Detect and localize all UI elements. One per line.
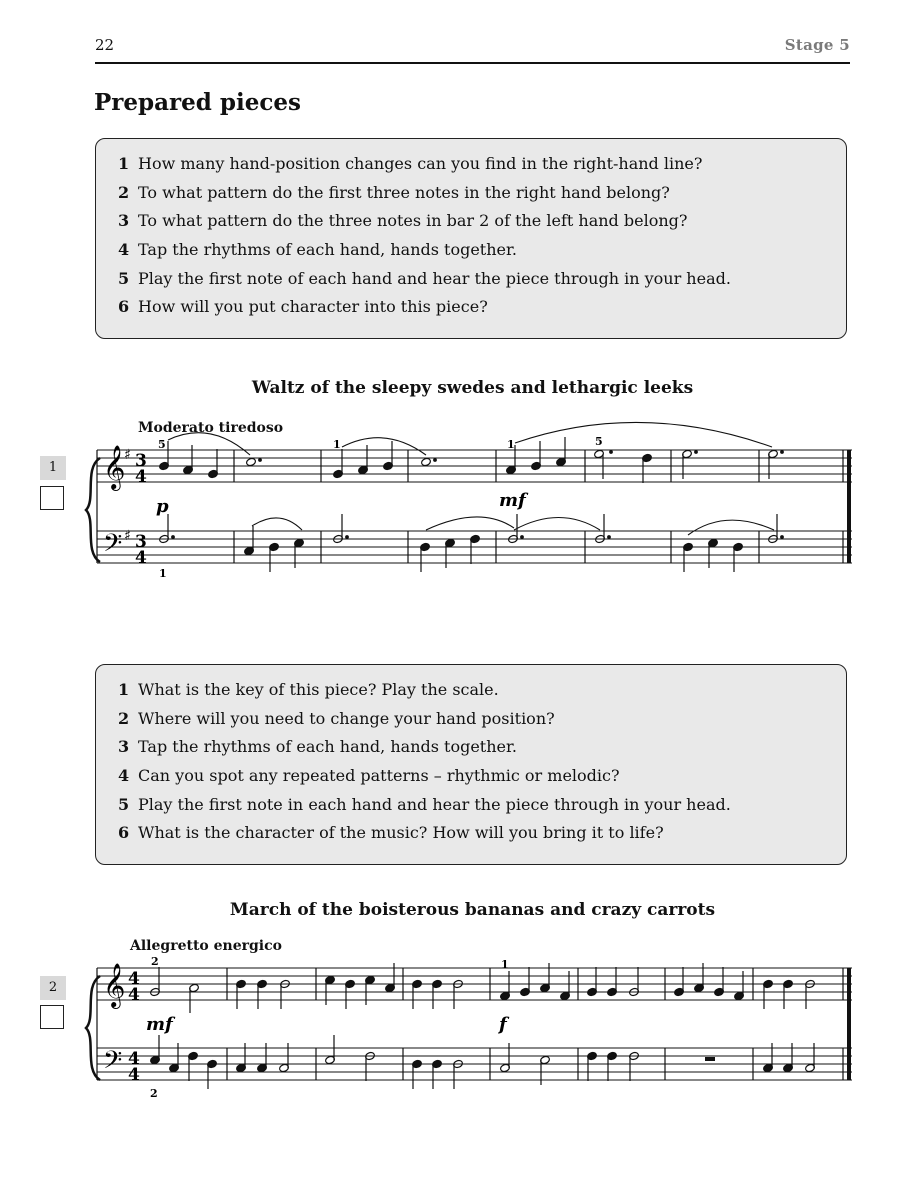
piece-1-title: Waltz of the sleepy swedes and lethargic leeks [251, 378, 694, 398]
time-signature-top: 4 [128, 969, 140, 989]
question-text: To what pattern do the three notes in bar 2 of the left hand belong? [138, 211, 688, 231]
time-signature-top: 3 [135, 532, 147, 552]
fingering: 2 [150, 1087, 158, 1100]
section-title: Prepared pieces [94, 89, 301, 116]
piece-2-tempo: Allegretto energico [130, 938, 282, 954]
time-signature-bottom: 4 [135, 548, 147, 568]
fingering: 1 [501, 958, 509, 971]
barlines [97, 450, 843, 563]
fingering: 5 [595, 435, 603, 448]
question-number: 3 [118, 737, 130, 757]
treble-clef: 𝄞 [103, 445, 126, 489]
question-text: Play the first note of each hand and hear the piece through in your head. [138, 268, 731, 288]
page-number: 22 [95, 36, 115, 54]
question-number: 5 [118, 268, 130, 288]
question-box-2 [95, 664, 847, 865]
question-number: 4 [118, 240, 130, 260]
dynamic-marking: p [156, 496, 169, 517]
final-barline [847, 450, 851, 563]
question-item [118, 680, 846, 709]
question-number: 2 [118, 182, 130, 202]
question-item [118, 737, 846, 766]
time-signature-top: 3 [135, 451, 147, 471]
question-number: 3 [118, 211, 130, 231]
question-number: 2 [118, 708, 130, 728]
fingering: 1 [159, 567, 167, 580]
treble-notes [150, 963, 816, 1013]
final-barline [847, 968, 851, 1080]
piece-2-number-tag: 2 [40, 976, 66, 1000]
bass-clef: 𝄢 [103, 529, 123, 564]
key-signature-sharp: ♯ [124, 447, 131, 463]
question-text: What is the key of this piece? Play the scale. [138, 680, 499, 699]
question-text: To what pattern do the first three notes in the right hand belong? [138, 182, 670, 202]
dynamic-marking: f [499, 1014, 507, 1035]
time-signature-bottom: 4 [128, 1065, 140, 1085]
question-number: 6 [118, 297, 130, 317]
question-text: How will you put character into this piece? [138, 297, 488, 317]
fingering: 1 [333, 438, 341, 451]
question-number: 4 [118, 766, 130, 786]
dynamic-marking: mf [146, 1014, 173, 1035]
fingering: 2 [151, 955, 159, 968]
question-number: 1 [118, 154, 130, 173]
question-item [118, 795, 846, 824]
treble-clef: 𝄞 [103, 963, 126, 1007]
bass-notes [150, 1035, 816, 1089]
time-signature-top: 4 [128, 1049, 140, 1069]
question-number: 6 [118, 823, 130, 843]
piece-1-tempo: Moderato tiredoso [138, 420, 284, 436]
piece-2-title: March of the boisterous bananas and crazy carrots [229, 900, 716, 920]
treble-notes [159, 437, 784, 483]
question-text: Tap the rhythms of each hand, hands together. [138, 240, 517, 260]
bass-clef: 𝄢 [103, 1046, 123, 1081]
question-text: How many hand-position changes can you find in the right-hand line? [138, 154, 703, 173]
time-signature-bottom: 4 [128, 985, 140, 1005]
time-signature-bottom: 4 [135, 467, 147, 487]
whole-rest [705, 1057, 715, 1061]
fingering: 1 [507, 438, 515, 451]
piece-2-checkbox[interactable] [40, 1005, 64, 1029]
question-text: Can you spot any repeated patterns – rhythmic or melodic? [138, 766, 620, 786]
question-item [118, 823, 846, 852]
key-signature-sharp: ♯ [124, 528, 131, 544]
question-text: What is the character of the music? How will you bring it to life? [138, 823, 664, 843]
question-text: Play the first note in each hand and hear the piece through in your head. [138, 794, 731, 814]
question-number: 1 [118, 680, 130, 699]
question-text: Where will you need to change your hand position? [138, 708, 555, 728]
fingerings [158, 435, 603, 580]
question-number: 5 [118, 794, 130, 814]
dynamic-marking: mf [499, 490, 526, 511]
stage-label: Stage 5 [784, 36, 850, 54]
piece-1-number-tag: 1 [40, 456, 66, 480]
question-item [118, 709, 846, 738]
question-item [118, 766, 846, 795]
question-text: Tap the rhythms of each hand, hands together. [138, 737, 517, 757]
fingering: 5 [158, 438, 166, 451]
